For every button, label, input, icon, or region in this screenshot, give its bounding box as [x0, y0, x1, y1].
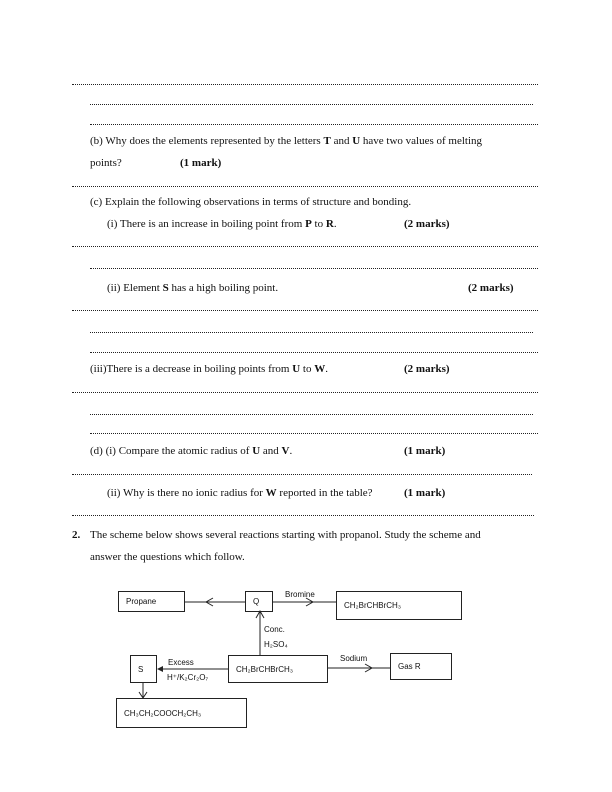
gas-r-box: Gas R [390, 653, 452, 680]
marks: (1 mark) [404, 445, 446, 457]
question-1b-line2: points? [90, 157, 122, 169]
excess-label: Excess [168, 658, 194, 667]
question-1c-iii: (iii)There is a decrease in boiling points from U to W. [90, 363, 328, 375]
marks: (1 mark) [404, 487, 446, 499]
question-2-number: 2. [72, 529, 81, 541]
q-box: Q [245, 591, 273, 612]
h2so4-label: H₂SO₄ [264, 640, 288, 649]
marks: (2 marks) [404, 218, 450, 230]
center-compound-box: CH₂BrCHBrCH₃ [228, 655, 328, 683]
question-1c-i: (i) There is an increase in boiling point from P to R. [107, 218, 337, 230]
question-2-text: The scheme below shows several reactions starting with propanol. Study the scheme and [90, 529, 481, 541]
question-1d-i: (d) (i) Compare the atomic radius of U and V. [90, 445, 293, 457]
sodium-label: Sodium [340, 654, 368, 663]
question-1b: (b) Why does the elements represented by the letters T and U have two values of melting [90, 135, 483, 147]
conc-label: Conc. [264, 625, 285, 634]
marks: (2 marks) [468, 282, 514, 294]
dibromopropane-top-box: CH₂BrCHBrCH₃ [336, 591, 462, 620]
oxidant-label: H⁺/K₂Cr₂O₇ [167, 673, 209, 682]
ester-box: CH₃CH₂COOCH₂CH₃ [116, 698, 247, 728]
marks: (1 mark) [180, 157, 222, 169]
marks: (2 marks) [404, 363, 450, 375]
question-1c-intro: (c) Explain the following observations in terms of structure and bonding. [90, 196, 412, 208]
question-2-text-line2: answer the questions which follow. [90, 551, 245, 563]
propane-box: Propane [118, 591, 185, 612]
s-box: S [130, 655, 157, 683]
bromine-label: Bromine [285, 590, 315, 599]
question-1d-ii: (ii) Why is there no ionic radius for W reported in the table? [107, 487, 373, 499]
question-1c-ii: (ii) Element S has a high boiling point. [107, 282, 279, 294]
